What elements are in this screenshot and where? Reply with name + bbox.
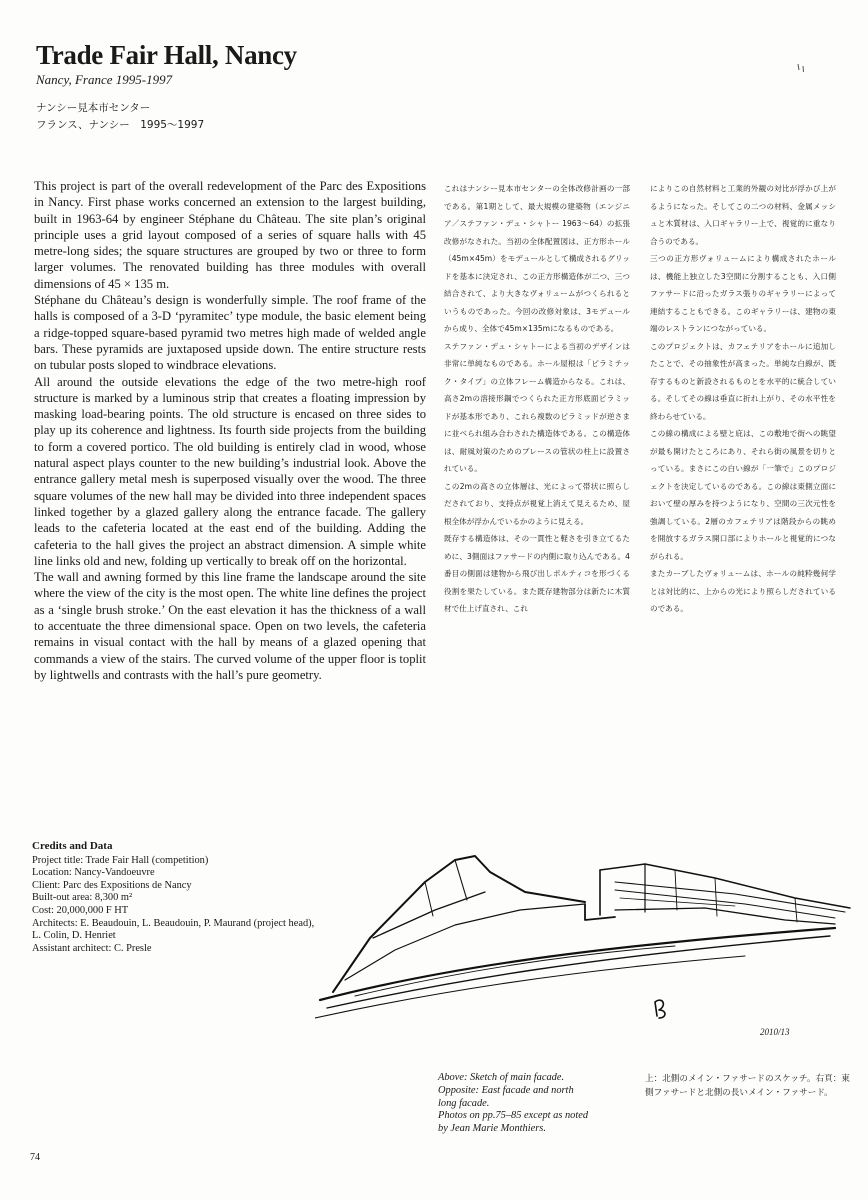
- japanese-title: ナンシー見本市センター: [36, 102, 151, 114]
- english-paragraph: Stéphane du Château’s design is wonderfully simple. The roof frame of the halls is composed of a 3-D ‘pyramitec’ type module, the basic element being a ridge-topped square-based pyramid two metres high made of welded angle bars. These pyramids are juxtaposed upside down. The entire structure rests on tubular posts sloped to windbrace elevations.: [34, 293, 426, 373]
- english-paragraph: This project is part of the overall redevelopment of the Parc des Expositions in Nancy. First phase works concerned an extension to the largest building, built in 1963-64 by engineer Stéphane du Château. The site plan’s original principle uses a grid layout composed of a series of square halls with 45 metre-long sides; the square structures are grouped by two or three to form larger volumes. The renovated building has three modules with overall dimensions of 45 × 135 m.: [34, 179, 426, 291]
- credits-and-data: [32, 840, 362, 955]
- sketch-date-note: 2010/13: [760, 1027, 790, 1037]
- facade-sketch: [315, 820, 860, 1045]
- page-number: 74: [30, 1152, 40, 1163]
- japanese-paragraph: このプロジェクトは、カフェテリアをホールに追加したことで、その抽象性が高まった。単純な白線が、既存するものと新設されるものとを水平的に統合している。そしてその線は垂直に折れ上がり、その水平性を終わらせている。: [650, 341, 836, 421]
- caption-line: Opposite: East facade and north: [438, 1084, 574, 1096]
- credit-line: Assistant architect: C. Presle: [32, 942, 152, 954]
- credit-line: Cost: 20,000,000 F HT: [32, 904, 129, 916]
- japanese-paragraph: この2mの高さの立体層は、光によって帯状に照らしだされており、支持点が視覚上消えて見えるため、屋根全体が浮かんでいるかのように見える。: [444, 481, 630, 526]
- page-title: Trade Fair Hall, Nancy: [36, 40, 297, 70]
- credit-line: Project title: Trade Fair Hall (competition): [32, 854, 209, 866]
- japanese-paragraph: これはナンシー見本市センターの全体改修計画の一部である。第1期として、最大規模の建築物（エンジニア／ステファン・デュ・シャトー 1963〜64）の拡張改修がなされた。当初の全体配置図は、正方形ホール（45m×45m）をモデュールとして構成されるグリッドを基本に決定され、この正方形構造体が二つ、三つ結合されて、より大きなヴォリュームがつくられるというものであった。今回の改修対象は、3モデュールから成り、全体で45m×135mになるものである。: [444, 184, 630, 333]
- japanese-paragraph: 三つの正方形ヴォリュームにより構成されたホールは、機能上独立した3空間に分割することも、入口側ファサードに沿ったガラス張りのギャラリーによって連結することもできる。このギャラリーは、建物の東端のレストランにつながっている。: [650, 254, 836, 333]
- english-body-text: [34, 178, 426, 683]
- credit-line: Architects: E. Beaudouin, L. Beaudouin, P. Maurand (project head),: [32, 917, 315, 929]
- japanese-paragraph: またカーブしたヴォリュームは、ホールの純粋幾何学とは対比的に、上からの光により照らしだされているのである。: [650, 569, 836, 613]
- credit-line: L. Colin, D. Henriet: [32, 930, 116, 942]
- page-subtitle: Nancy, France 1995-1997: [36, 72, 173, 87]
- caption-japanese: 上：北側のメイン・ファサードのスケッチ。右頁：東側ファサードと北側の長いメイン・ファサード。: [645, 1074, 850, 1098]
- japanese-column-1: [444, 180, 630, 618]
- credit-line: Client: Parc des Expositions de Nancy: [32, 879, 192, 891]
- japanese-paragraph: 既存する構造体は、その一貫性と軽さを引き立てるために、3側面はファサードの内側に取り込んである。4番目の側面は建物から飛び出しポルティコを形づくる役割を果たしている。また既存建物部分は新たに木質材で仕上げ直され、これ: [444, 534, 630, 613]
- credits-heading: Credits and Data: [32, 840, 113, 852]
- japanese-paragraph: この線の構成による壁と庇は、この敷地で街への眺望が最も開けたところにあり、それら街の風景を切りとっている。まさにこの白い線が「一筆で」このプロジェクトを決定しているのである。この線は東側立面において壁の厚みを持つようになり、空間の三次元性を強調している。2層のカフェテリアは階段からの眺めを開放するガラス開口部によりホールと視覚的につながられる。: [650, 429, 836, 561]
- caption-line: Above: Sketch of main facade.: [438, 1072, 565, 1083]
- japanese-column-2: [650, 180, 836, 618]
- credit-line: Location: Nancy-Vandoeuvre: [32, 867, 155, 879]
- caption-line: by Jean Marie Monthiers.: [438, 1123, 546, 1135]
- caption-line: long facade.: [438, 1097, 490, 1109]
- caption-english: [438, 1072, 618, 1136]
- credit-line: Built-out area: 8,300 m²: [32, 892, 133, 904]
- caption-line: Photos on pp.75–85 except as noted: [438, 1110, 589, 1122]
- english-paragraph: All around the outside elevations the edge of the two metre-high roof structure is marked by a luminous strip that creates a floating impression by masking load-bearing points. The old structure is encased on three sides to play up its coherence and lightness. Its fourth side projects from the building to form a covered portico. The old building is entirely clad in wood, whose natural aspect plays counter to the new building’s industrial look. Above the entrance gallery metal mesh is superposed visually over the wood. The three square volumes of the new hall may be divided into three independent spaces linked together by a glazed gallery along the entrance facade. The gallery leads to the cafeteria located at the east end of the building. Adding the cafeteria to the hall gives the project an abstract dimension. A simple white line links old and new, folding up vertically to break off on the horizontal.: [34, 374, 426, 568]
- japanese-paragraph: によりこの自然材料と工業的外観の対比が浮かび上がるようになった。そしてこの二つの材料、金属メッシュと木質材は、入口ギャラリー上で、視覚的に重なり合うのである。: [650, 184, 836, 246]
- scan-speck-icon: [795, 62, 807, 76]
- japanese-subtitle: フランス、ナンシー 1995〜1997: [36, 119, 205, 131]
- english-paragraph: The wall and awning formed by this line frame the landscape around the site where the view of the city is the most open. The white line defines the project as a ‘single brush stroke.’ On the east elevation it has the thickness of a wall to accentuate the three dimensional space. Open on two levels, the cafeteria remains in visual contact with the hall by means of a glazed opening that commands a view of the stairs. The curved volume of the upper floor is toplit by lightwells and contrasts with the hall’s pure geometry.: [34, 570, 426, 682]
- japanese-title-block: [36, 100, 204, 134]
- japanese-paragraph: ステファン・デュ・シャトーによる当初のデザインは非常に単純なものである。ホール屋根は「ピラミテック・タイプ」の立体フレーム構造からなる。これは、高さ2mの溶接形鋼でつくられた正方形底面ピラミッドが基本形であり、これら複数のピラミッドが逆さまに並べられ組み合わされた構造体である。この構造体は、耐風対策のためのブレースの管状の柱上に設置されている。: [444, 341, 630, 473]
